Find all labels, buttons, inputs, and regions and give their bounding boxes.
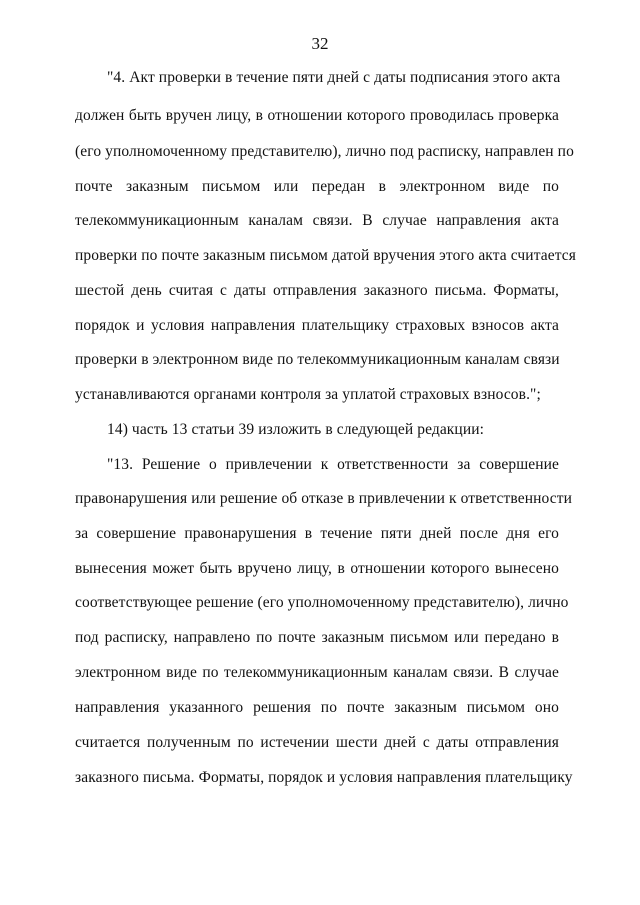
text-line: соответствующее решение (его уполномоченному представителю), лично	[75, 594, 569, 611]
text-line: правонарушения или решение об отказе в привлечении к ответственности	[75, 490, 572, 507]
text-line: "13. Решение о привлечении к ответственности за совершение	[107, 456, 559, 473]
text-line: электронном виде по телекоммуникационным каналам связи. В случае	[75, 664, 559, 681]
text-line: считается полученным по истечении шести дней с даты отправления	[75, 734, 559, 751]
text-line: заказного письма. Форматы, порядок и условия направления плательщику	[75, 769, 573, 786]
text-line: проверки по почте заказным письмом датой вручения этого акта считается	[75, 247, 577, 264]
text-line: вынесения может быть вручено лицу, в отношении которого вынесено	[75, 560, 559, 577]
text-line: 14) часть 13 статьи 39 изложить в следующей редакции:	[107, 421, 485, 438]
text-line: должен быть вручен лицу, в отношении которого проводилась проверка	[75, 107, 559, 124]
page-number: 32	[311, 34, 329, 53]
text-line: шестой день считая с даты отправления заказного письма. Форматы,	[75, 282, 559, 299]
text-line: проверки в электронном виде по телекоммуникационным каналам связи	[75, 351, 560, 368]
text-line: "4. Акт проверки в течение пяти дней с даты подписания этого акта	[107, 69, 561, 86]
text-line: направления указанного решения по почте заказным письмом оно	[75, 699, 559, 716]
text-line: почте заказным письмом или передан в электронном виде по	[75, 178, 559, 195]
text-line: под расписку, направлено по почте заказным письмом или передано в	[75, 629, 559, 646]
text-line: за совершение правонарушения в течение пяти дней после дня его	[75, 525, 559, 542]
text-line: устанавливаются органами контроля за уплатой страховых взносов.";	[75, 386, 541, 403]
text-line: телекоммуникационным каналам связи. В случае направления акта	[75, 212, 559, 229]
text-line: порядок и условия направления плательщику страховых взносов акта	[75, 317, 559, 334]
text-line: (его уполномоченному представителю), лично под расписку, направлен по	[75, 143, 574, 160]
